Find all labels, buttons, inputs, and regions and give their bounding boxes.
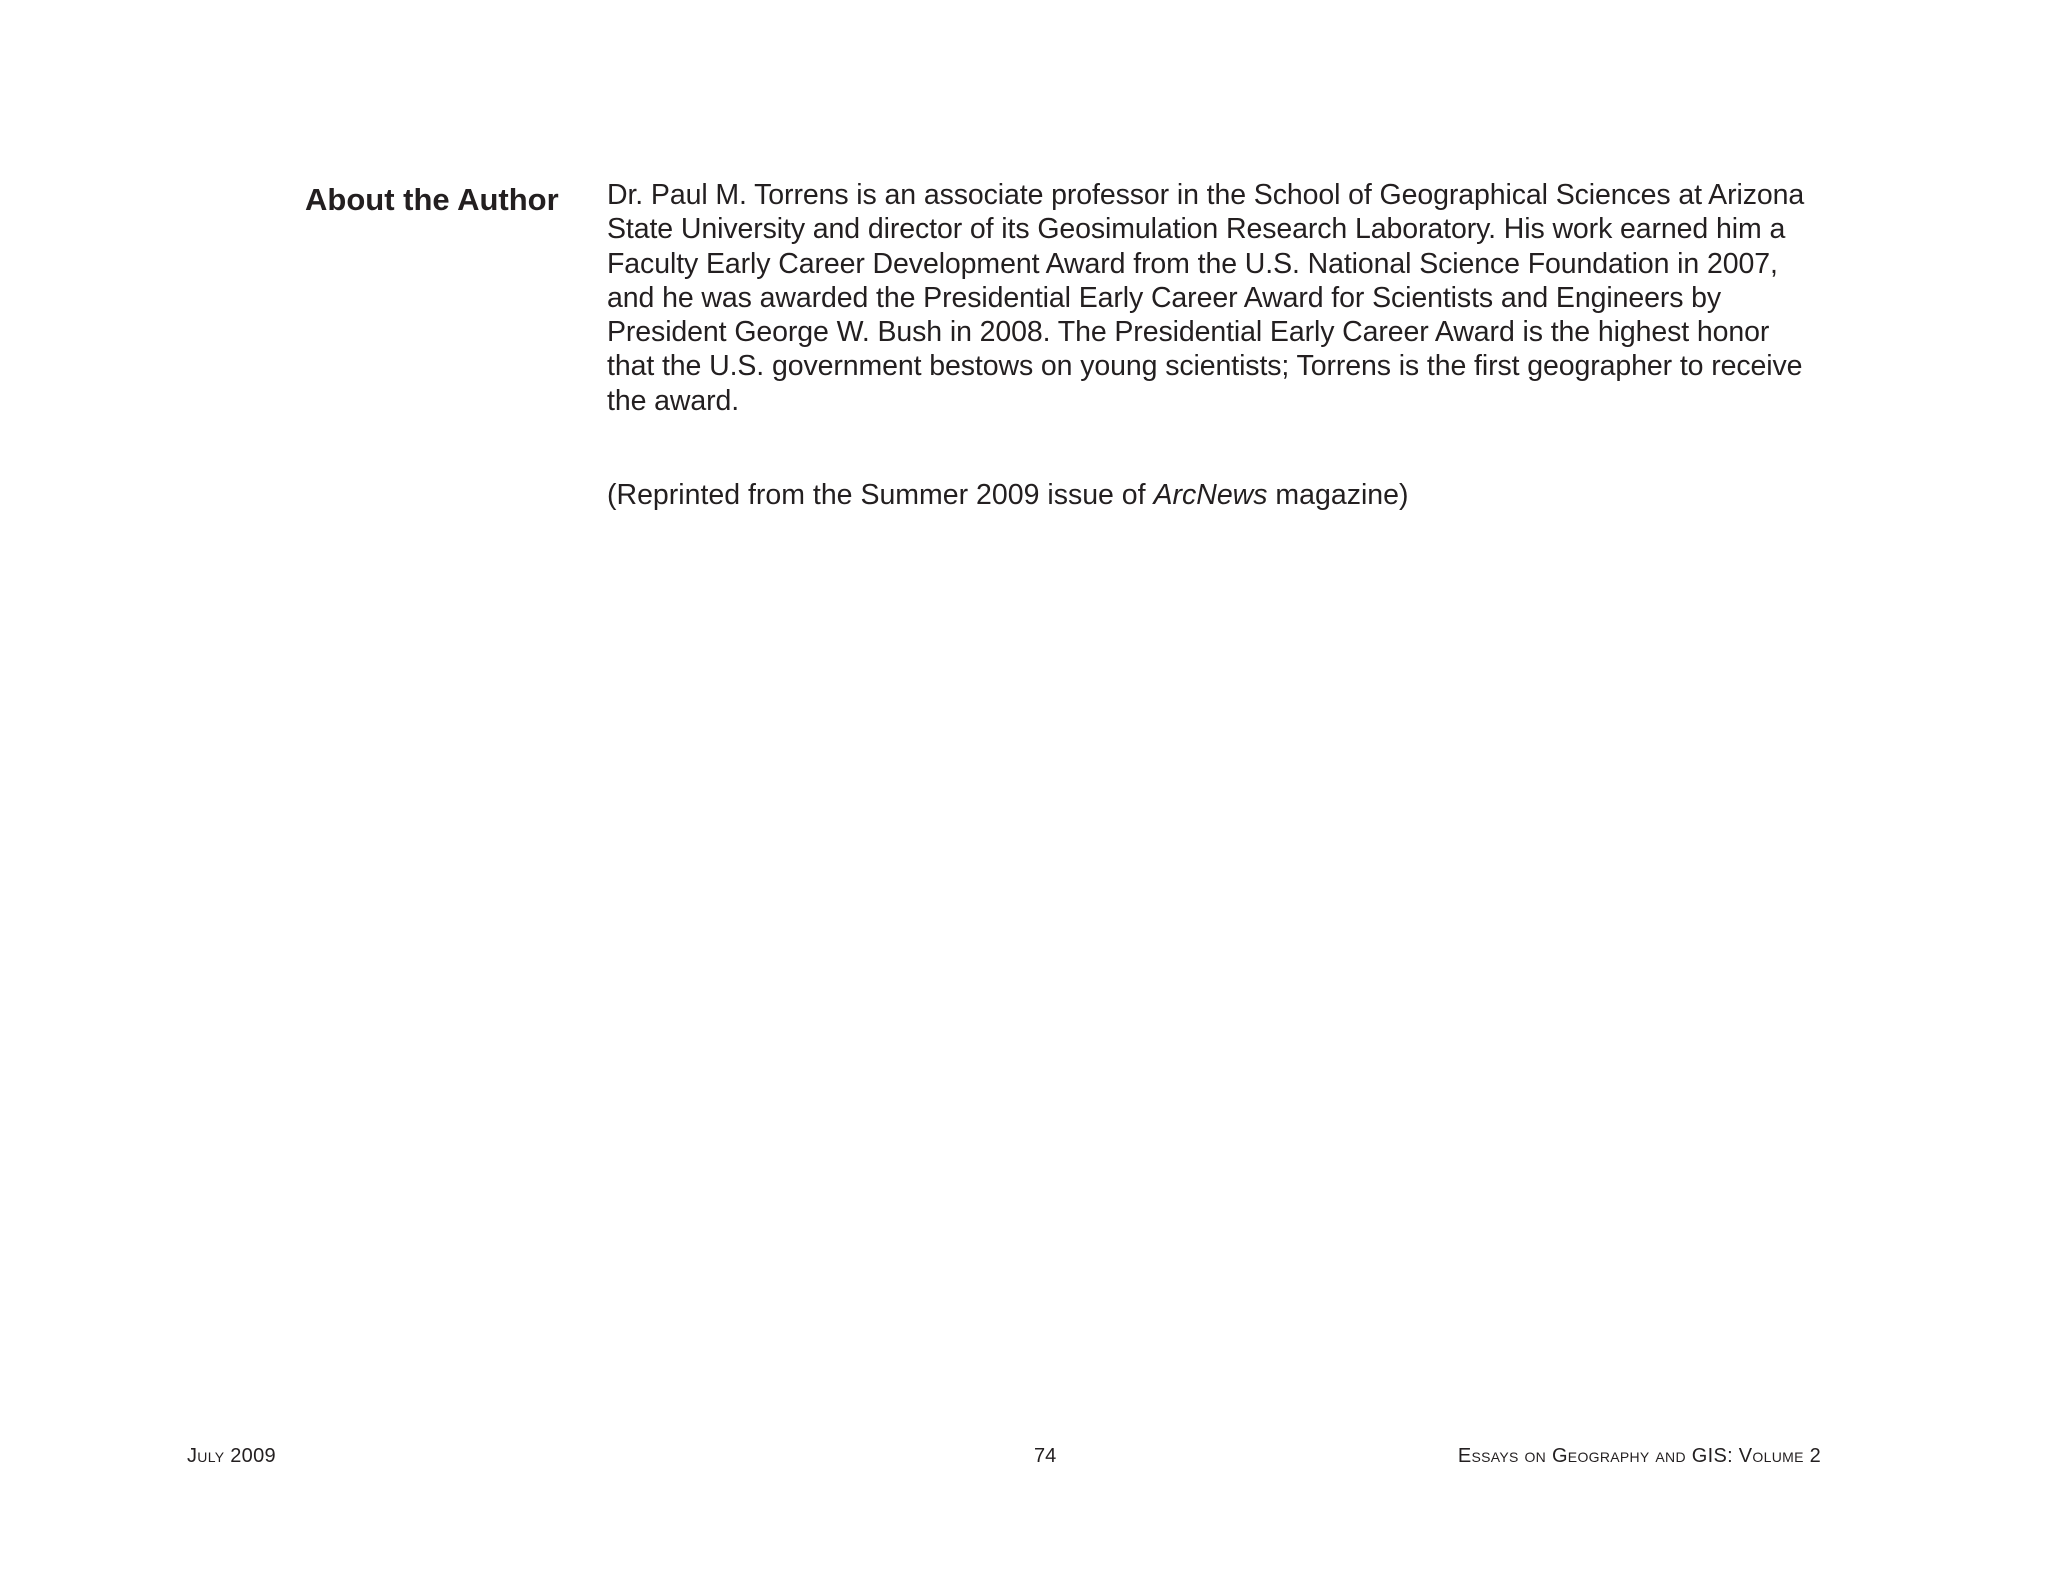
author-bio: [607, 178, 1837, 418]
reprint-suffix: magazine): [1267, 479, 1409, 511]
footer-date: July 2009: [187, 1445, 276, 1467]
section-heading: About the Author: [305, 182, 559, 217]
reprint-note: [607, 477, 1837, 513]
bio-line: President George W. Bush in 2008. The Presidential Early Career Award is the highest honor: [607, 316, 1770, 349]
bio-line: Dr. Paul M. Torrens is an associate professor in the School of Geographical Sciences at Arizona: [607, 179, 1805, 211]
bio-line: State University and director of its Geosimulation Research Laboratory. His work earned him a: [607, 213, 1786, 246]
bio-line: and he was awarded the Presidential Early Career Award for Scientists and Engineers by: [607, 281, 1722, 314]
footer-series-title: Essays on Geography and GIS: Volume 2: [1457, 1445, 1821, 1467]
bio-line: Faculty Early Career Development Award from the U.S. National Science Foundation in 2007,: [607, 247, 1778, 280]
bio-line: the award.: [607, 384, 740, 417]
publication-name: ArcNews: [1153, 479, 1268, 511]
page-number: 74: [1034, 1445, 1057, 1467]
reprint-prefix: (Reprinted from the Summer 2009 issue of: [607, 479, 1154, 511]
bio-line: that the U.S. government bestows on young scientists; Torrens is the first geographer to receive: [607, 350, 1803, 383]
